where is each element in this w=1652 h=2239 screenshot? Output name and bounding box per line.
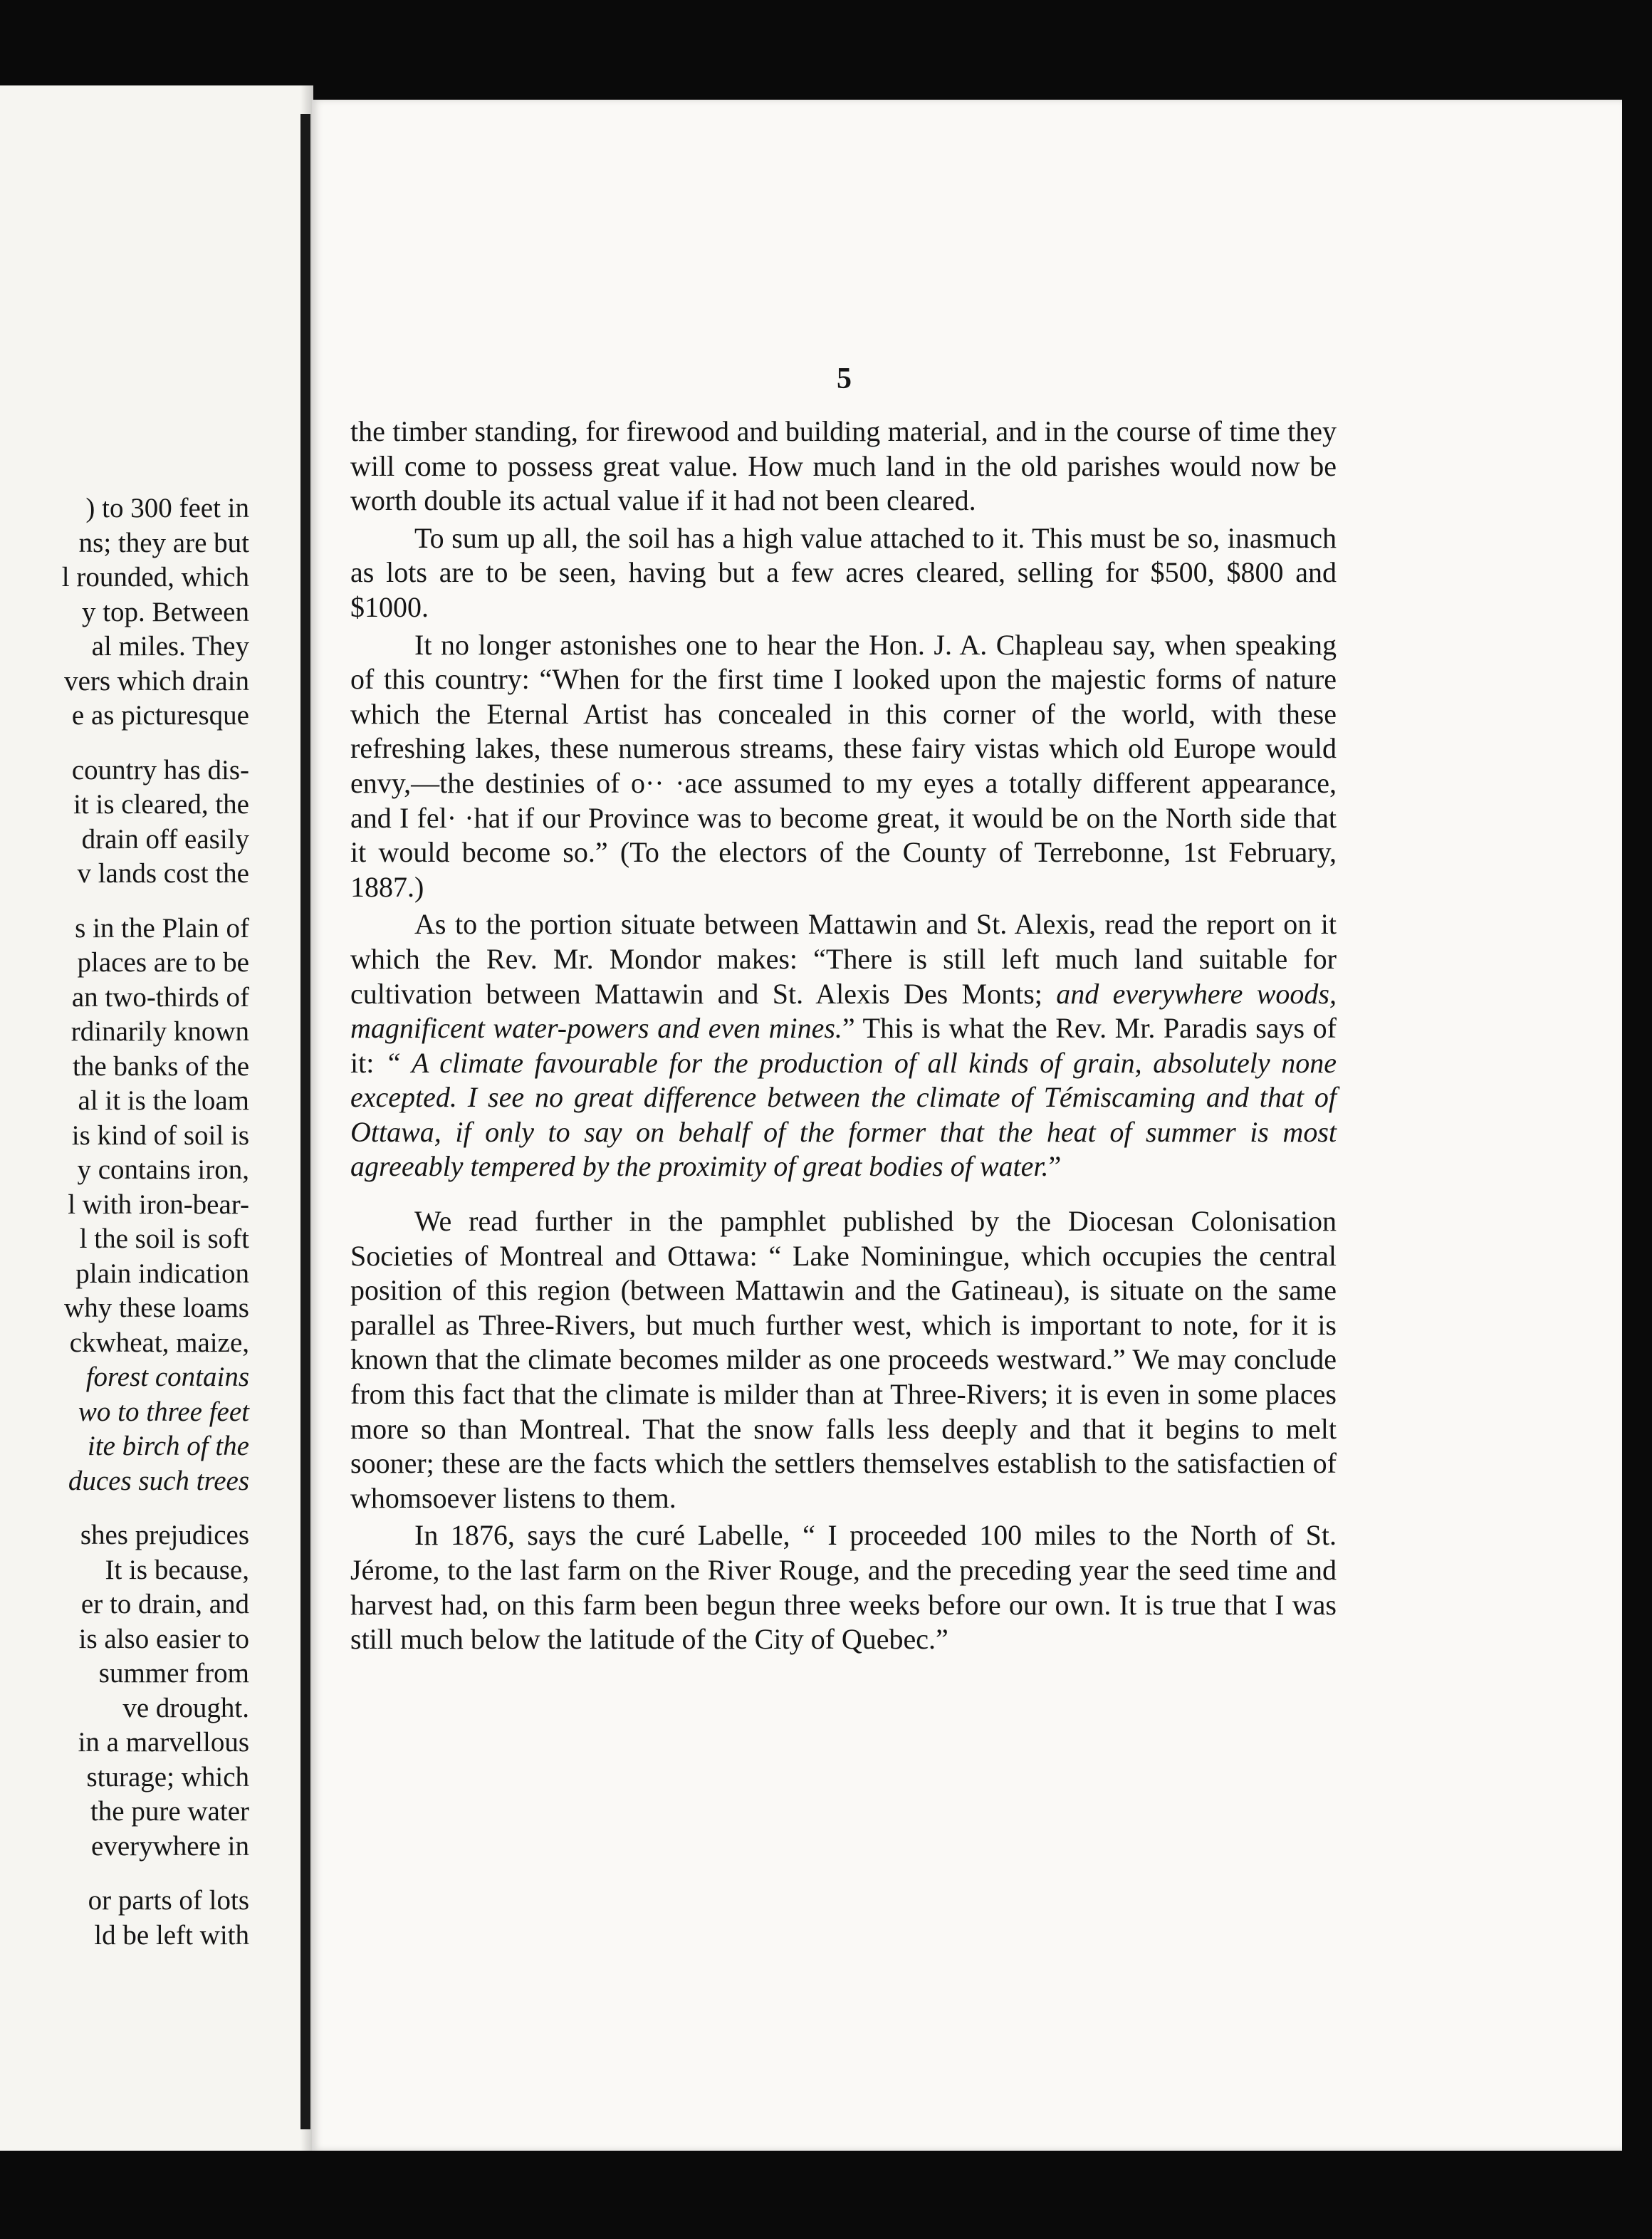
left-page-line: duces such trees xyxy=(68,1465,249,1496)
paragraph-text: ” xyxy=(1048,1150,1062,1183)
left-page-line: plain indication xyxy=(75,1258,249,1289)
left-page-line: forest contains xyxy=(85,1362,249,1392)
left-page-line: sturage; which xyxy=(86,1761,249,1792)
left-page-line: ve drought. xyxy=(122,1692,249,1723)
left-page-line: everywhere in xyxy=(91,1830,249,1862)
left-page-line: an two-thirds of xyxy=(71,981,249,1013)
left-page-text xyxy=(0,491,249,1953)
left-page-line: er to drain, and xyxy=(80,1589,249,1619)
italic-quote: “ A climate favourable for the production of all kinds of grain, absolutely none excepted. I see no great difference between the climate of Témiscaming and that of Ottawa, if only to say on behalf of the former that the heat of summer is most agreeably tempered by the proximity of great bodies of water. xyxy=(350,1046,1337,1183)
left-page-line: shes prejudices xyxy=(80,1520,249,1550)
left-page-line: is also easier to xyxy=(78,1623,249,1654)
left-page-line: ns; they are but xyxy=(78,527,249,558)
left-page-line: the banks of the xyxy=(72,1050,249,1082)
paragraph: We read further in the pamphlet published by the Diocesan Colonisation Societies of Montreal and Ottawa: “ Lake Nominingue, which occupies the central position of this region (between Mattawin and the Gatineau), is situate on the same parallel as Three-Rivers, but much further west, which is important to note, for it is known that the climate becomes milder as one proceeds westward.” We may conclude from this fact that the climate is milder than at Three-Rivers; it is even in some places more so than Montreal. That the snow falls less deeply and that it begins to melt sooner; these are the facts which the settlers themselves establish to the satisfactien of whomsoever listens to them. xyxy=(350,1205,1337,1514)
paragraph: In 1876, says the curé Labelle, “ I proceeded 100 miles to the North of St. Jérome, to the last farm on the River Rouge, and the preceding year the seed time and harvest had, on this farm been begun three weeks before our own. It is true that I was still much below the latitude of the City of Quebec.” xyxy=(350,1519,1337,1656)
left-page-line: al it is the loam xyxy=(78,1085,249,1116)
left-page-line: It is because, xyxy=(105,1554,249,1585)
left-page-line: al miles. They xyxy=(91,631,249,662)
left-page-line: y contains iron, xyxy=(77,1154,249,1185)
paragraph xyxy=(350,907,1337,1184)
left-page-line: vers which drain xyxy=(64,665,249,696)
left-page-line: rdinarily known xyxy=(70,1016,249,1047)
paragraph-text: ” This is what the Rev. Mr. Paradis says of it: xyxy=(350,1012,1337,1079)
paragraph: It no longer astonishes one to hear the Hon. J. A. Chapleau say, when speaking of this country: “When for the first time I looked upon the majestic forms of nature which the Eternal Artist has concealed in this corner of the world, with these refreshing lakes, these numerous streams, these fairy vistas which old Europe would envy,—the destinies of o·· ·ace assumed to my eyes a totally different appearance, and I fel· ·hat if our Province was to become great, it would be on the North side that it would become so.” (To the electors of the County of Terrebonne, 1st February, 1887.) xyxy=(350,628,1337,903)
italic-quote: and everywhere woods, magnificent water-powers and even mines. xyxy=(350,977,1337,1045)
left-page-line: l rounded, which xyxy=(61,562,249,593)
body-text xyxy=(350,414,1337,1657)
paragraph: the timber standing, for firewood and building material, and in the course of time they will come to possess great value. How much land in the old parishes would now be worth double its actual value if it had not been cleared. xyxy=(350,415,1337,517)
page-number: 5 xyxy=(837,362,852,395)
left-page-line: l with iron-bear- xyxy=(68,1189,249,1220)
left-page-line: s in the Plain of xyxy=(75,912,249,944)
left-page-line: wo to three feet xyxy=(78,1396,249,1427)
left-page-line: e as picturesque xyxy=(71,700,249,731)
left-page-line: ) to 300 feet in xyxy=(85,493,249,523)
left-page-line: why these loams xyxy=(64,1293,249,1323)
left-page-line: v lands cost the xyxy=(77,858,249,889)
left-page-line: ite birch of the xyxy=(87,1431,249,1461)
left-page-line: is kind of soil is xyxy=(71,1120,249,1151)
left-page-line: summer from xyxy=(98,1658,249,1689)
left-page xyxy=(0,85,313,2151)
left-page-line: ld be left with xyxy=(94,1919,249,1951)
left-page-line: y top. Between xyxy=(81,596,249,627)
left-page-line: ckwheat, maize, xyxy=(69,1327,249,1358)
left-page-line: l the soil is soft xyxy=(79,1223,249,1254)
left-page-line: in a marvellous xyxy=(78,1727,249,1758)
left-page-line: the pure water xyxy=(90,1796,249,1827)
left-page-line: drain off easily xyxy=(81,823,249,855)
paragraph-text: As to the portion situate between Mattawin and St. Alexis, read the report on it which the Rev. Mr. Mondor makes: “There is still left much land suitable for cultivation between Mattawin and St. Alexis Des Monts; xyxy=(350,908,1337,1010)
left-page-line: or parts of lots xyxy=(88,1885,249,1916)
paragraph: To sum up all, the soil has a high value attached to it. This must be so, inasmuch as lots are to be seen, having but a few acres cleared, selling for $500, $800 and $1000. xyxy=(350,521,1337,623)
left-page-line: places are to be xyxy=(77,947,249,978)
left-page-line: it is cleared, the xyxy=(73,789,249,820)
binding-seam xyxy=(300,114,310,2129)
left-page-line: country has dis- xyxy=(71,754,249,786)
